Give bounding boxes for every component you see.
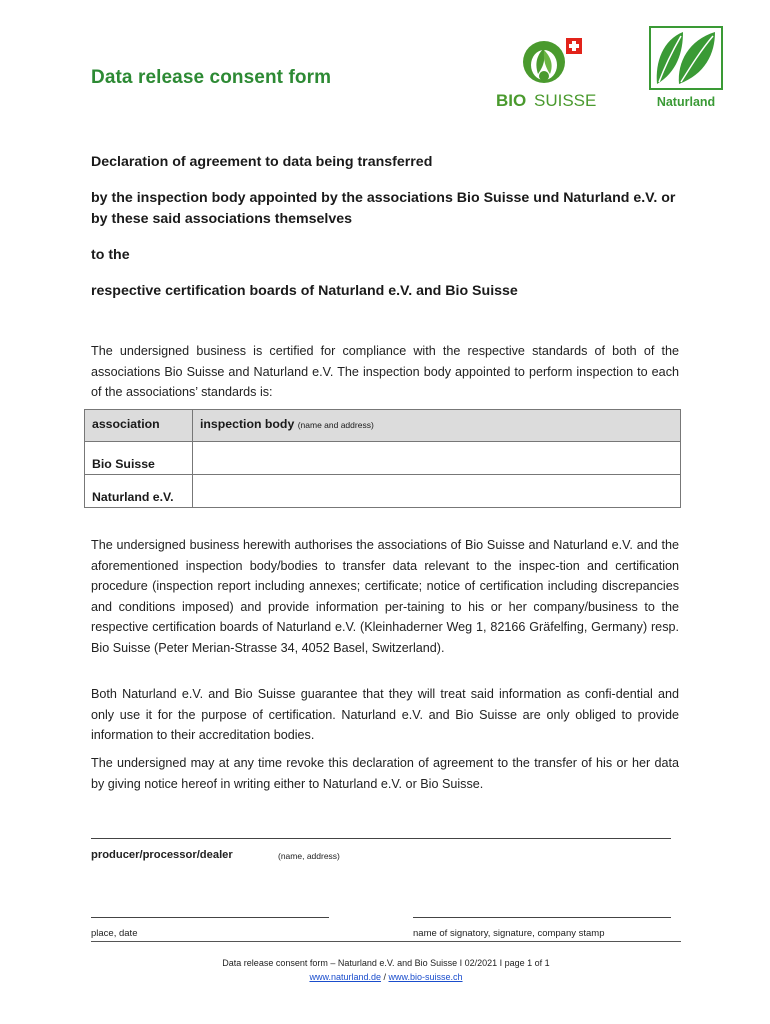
column-header-association: association — [85, 410, 193, 442]
bio-suisse-leaf-icon — [523, 41, 565, 83]
naturland-link[interactable]: www.naturland.de — [309, 972, 381, 982]
footer-links — [91, 970, 681, 984]
paragraph-confidentiality: Both Naturland e.V. and Bio Suisse guarantee that they will treat said information as confi-dential and only use it for the purpose of certification. Naturland e.V. and Bio Suisse are only obliged to provide information to their accreditation bodies. — [91, 687, 679, 742]
footer-link-separator: / — [381, 972, 389, 982]
heading-inspection-body: by the inspection body appointed by the associations Bio Suisse und Naturland e.V. or by these said associations themselves — [91, 190, 676, 227]
producer-note: (name, address) — [278, 851, 340, 861]
inspection-body-label: inspection body — [200, 417, 295, 431]
bio-suisse-logo — [494, 34, 606, 112]
footer-text: Data release consent form – Naturland e.V. and Bio Suisse I 02/2021 I page 1 of 1 — [222, 958, 550, 968]
place-date-line[interactable] — [91, 917, 329, 918]
association-table — [84, 409, 681, 508]
footer-divider — [91, 941, 681, 942]
page-title: Data release consent form — [91, 67, 332, 88]
association-cell: Naturland e.V. — [85, 475, 193, 508]
suisse-text: SUISSE — [534, 91, 597, 110]
naturland-logo — [649, 26, 723, 112]
swiss-cross-icon — [566, 38, 582, 54]
heading-certification-boards: respective certification boards of Naturland e.V. and Bio Suisse — [91, 283, 518, 299]
paragraph-authorisation: The undersigned business herewith authorises the associations of Bio Suisse and Naturland e.V. and the aforementioned inspection body/bodies to transfer data relevant to the inspec-tion and certification procedure (inspection report including annexes; certificate; notice of certification including discrepancies and conditions imposed) and provide information per-taining to his or her company/business to the respective certification boards of Naturland e.V. (Kleinhaderner Weg 1, 82166 Gräfelfing, Germany) resp. Bio Suisse (Peter Merian-Strasse 34, 4052 Basel, Switzerland). — [91, 538, 679, 655]
inspection-body-field[interactable] — [193, 442, 681, 475]
inspection-body-note: (name and address) — [297, 420, 374, 430]
table-header-row — [85, 410, 681, 442]
paragraph-intro: The undersigned business is certified for compliance with the respective standards of both of the associations Bio Suisse and Naturland e.V. The inspection body appointed to perform inspection to each of the associations’ standards is: — [91, 344, 679, 399]
heading-to-the: to the — [91, 247, 130, 263]
paragraph-revocation: The undersigned may at any time revoke this declaration of agreement to the transfer of his or her data by giving notice hereof in writing either to Naturland e.V. or Bio Suisse. — [91, 756, 679, 791]
association-cell: Bio Suisse — [85, 442, 193, 475]
inspection-body-field[interactable] — [193, 475, 681, 508]
table-row — [85, 442, 681, 475]
column-header-inspection-body — [193, 410, 681, 442]
footer — [91, 956, 681, 984]
signatory-line[interactable] — [413, 917, 671, 918]
naturland-text: Naturland — [656, 95, 716, 109]
place-date-label: place, date — [91, 928, 138, 939]
producer-label: producer/processor/dealer — [91, 849, 233, 861]
table-row — [85, 475, 681, 508]
producer-signature-line[interactable] — [91, 838, 671, 839]
bio-suisse-link[interactable]: www.bio-suisse.ch — [388, 972, 463, 982]
bio-text: BIO — [496, 91, 527, 110]
heading-declaration: Declaration of agreement to data being transferred — [91, 154, 433, 170]
signatory-label: name of signatory, signature, company stamp — [413, 928, 605, 939]
